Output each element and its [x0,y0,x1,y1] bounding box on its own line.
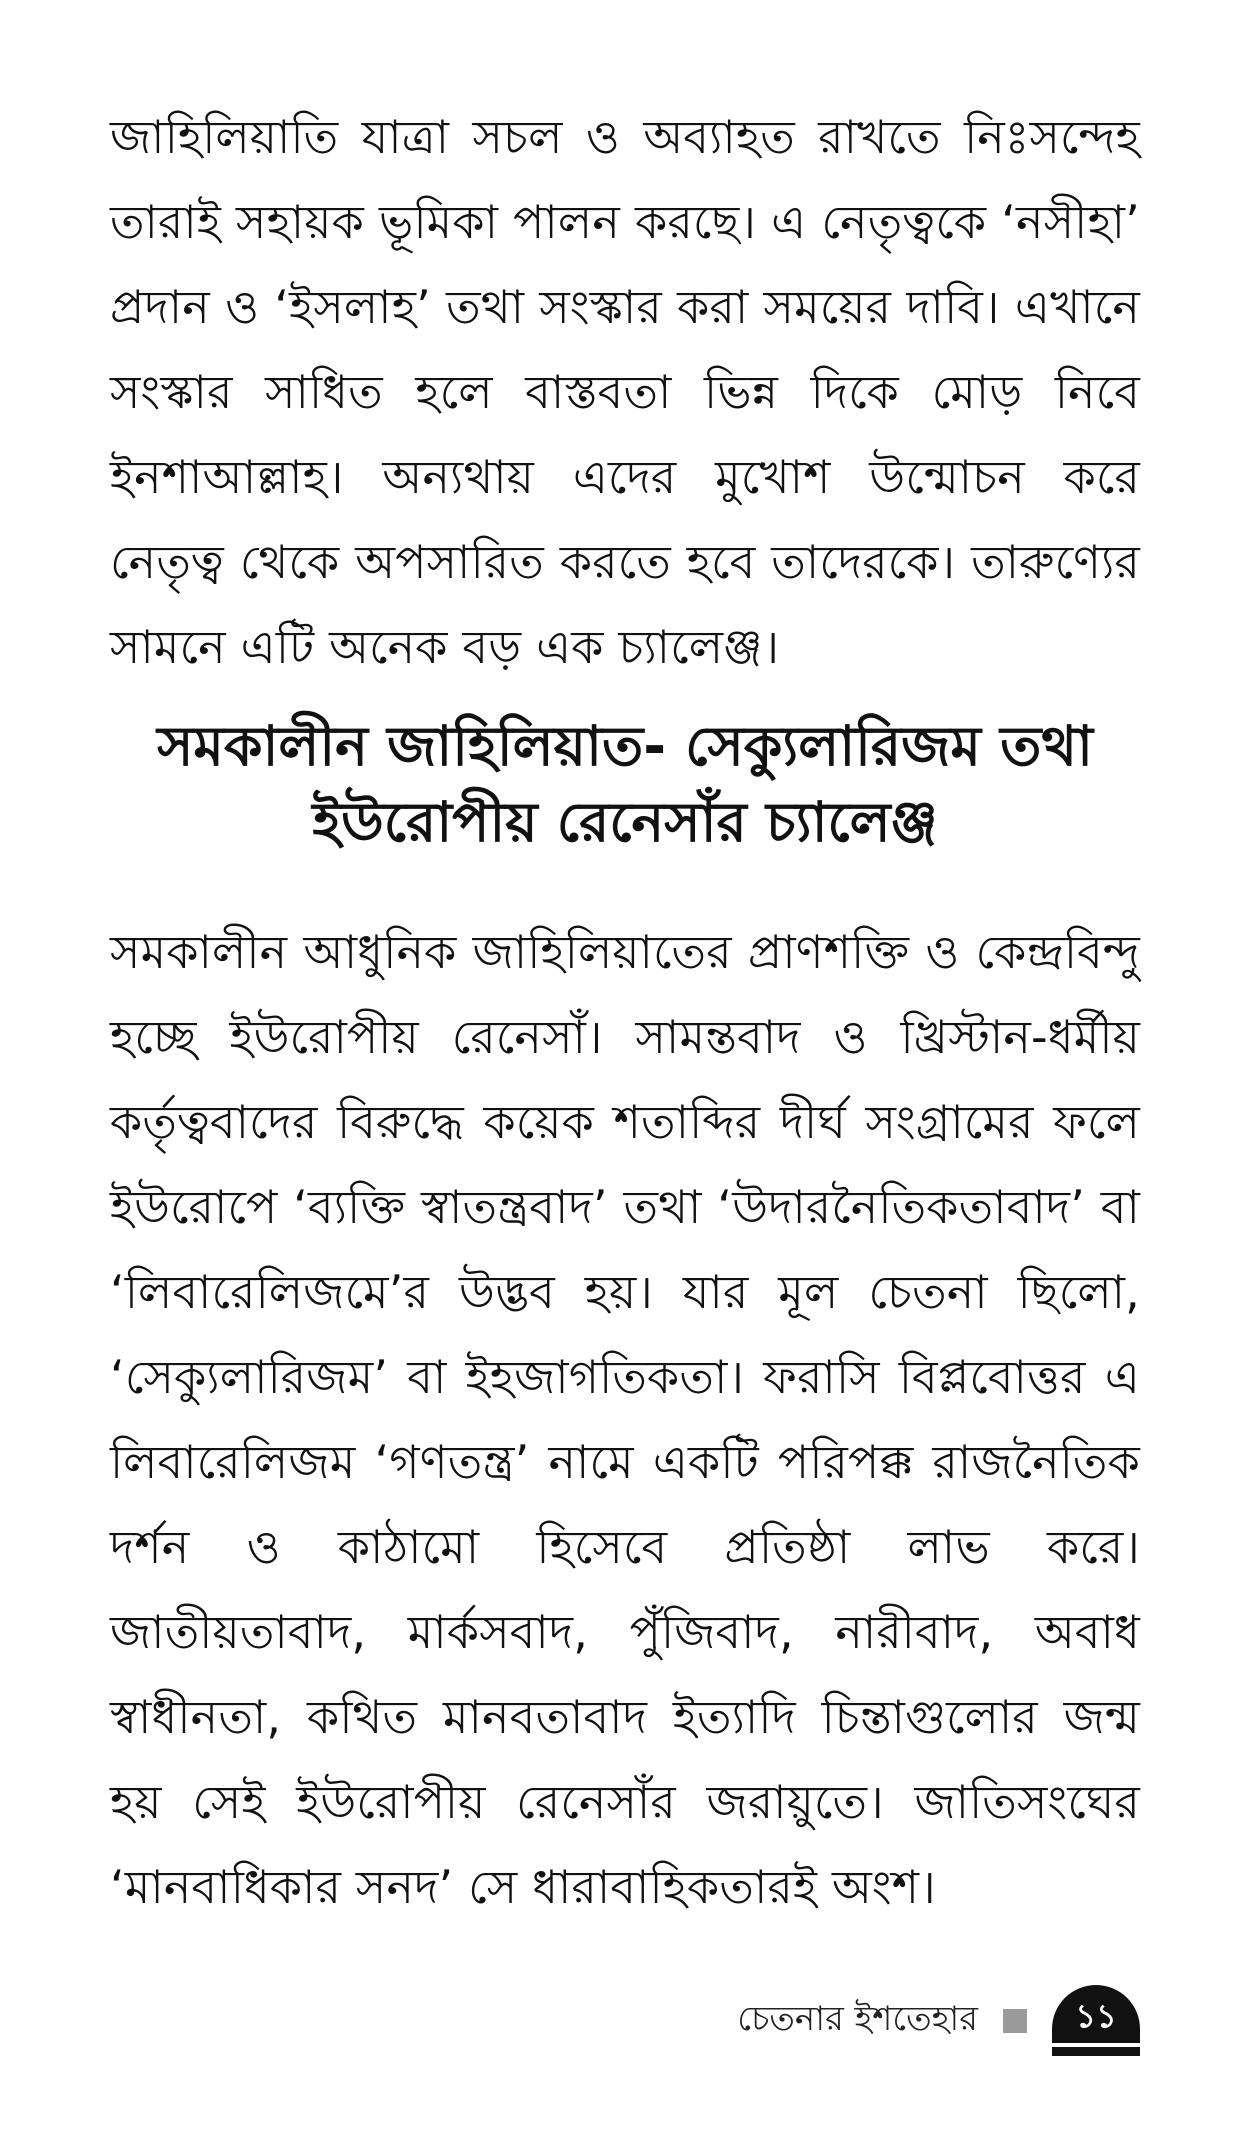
page-badge-underline [1052,2047,1140,2056]
page-number: ১১ [1075,1997,1117,2035]
body-paragraph-1: জাহিলিয়াতি যাত্রা সচল ও অব্যাহত রাখতে নিঃসন্দেহ তারাই সহায়ক ভূমিকা পালন করছে। এ নেতৃত্বকে ‘নসীহা’ প্রদান ও ‘ইসলাহ’ তথা সংস্কার করা সময়ের দাবি। এখানে সংস্কার সাধিত হলে বাস্তবতা ভিন্ন দিকে মোড় নিবে ইনশাআল্লাহ। অন্যথায় এদের মুখোশ উন্মোচন করে নেতৃত্ব থেকে অপসারিত করতে হবে তাদেরকে। তারুণ্যের সামনে এটি অনেক বড় এক চ্যালেঞ্জ। [110,110,1140,674]
section-heading-line-2: ইউরোপীয় রেনেসাঁর চ্যালেঞ্জ [312,790,938,854]
body-paragraph-2: সমকালীন আধুনিক জাহিলিয়াতের প্রাণশক্তি ও কেন্দ্রবিন্দু হচ্ছে ইউরোপীয় রেনেসাঁ। সামন্তবাদ ও খ্রিস্টান-ধর্মীয় কর্তৃত্ববাদের বিরুদ্ধে কয়েক শতাব্দির দীর্ঘ সংগ্রামের ফলে ইউরোপে ‘ব্যক্তি স্বাতন্ত্রবাদ’ তথা ‘উদারনৈতিকতাবাদ’ বা ‘লিবারেলিজমে’র উদ্ভব হয়। যার মূল চেতনা ছিলো, ‘সেক্যুলারিজম’ বা ইহজাগতিকতা। ফরাসি বিপ্লবোত্তর এ লিবারেলিজম ‘গণতন্ত্র’ নামে একটি পরিপক্ক রাজনৈতিক দর্শন ও কাঠামো হিসেবে প্রতিষ্ঠা লাভ করে। জাতীয়তাবাদ, মার্কসবাদ, পুঁজিবাদ, নারীবাদ, অবাধ স্বাধীনতা, কথিত মানবতাবাদ ইত্যাদি চিন্তাগুলোর জন্ম হয় সেই ইউরোপীয় রেনেসাঁর জরায়ুতে। জাতিসংঘের ‘মানবাধিকার সনদ’ সে ধারাবাহিকতারই অংশ। [110,925,1140,1914]
running-footer-title: চেতনার ইশতেহার [737,1999,978,2039]
section-heading-line-1: সমকালীন জাহিলিয়াত- সেক্যুলারিজম তথা [157,714,1093,778]
page-footer [0,1985,1240,2065]
page-number-badge [1052,1985,1140,2053]
footer-square-icon [1003,2009,1027,2033]
section-heading [110,708,1140,860]
